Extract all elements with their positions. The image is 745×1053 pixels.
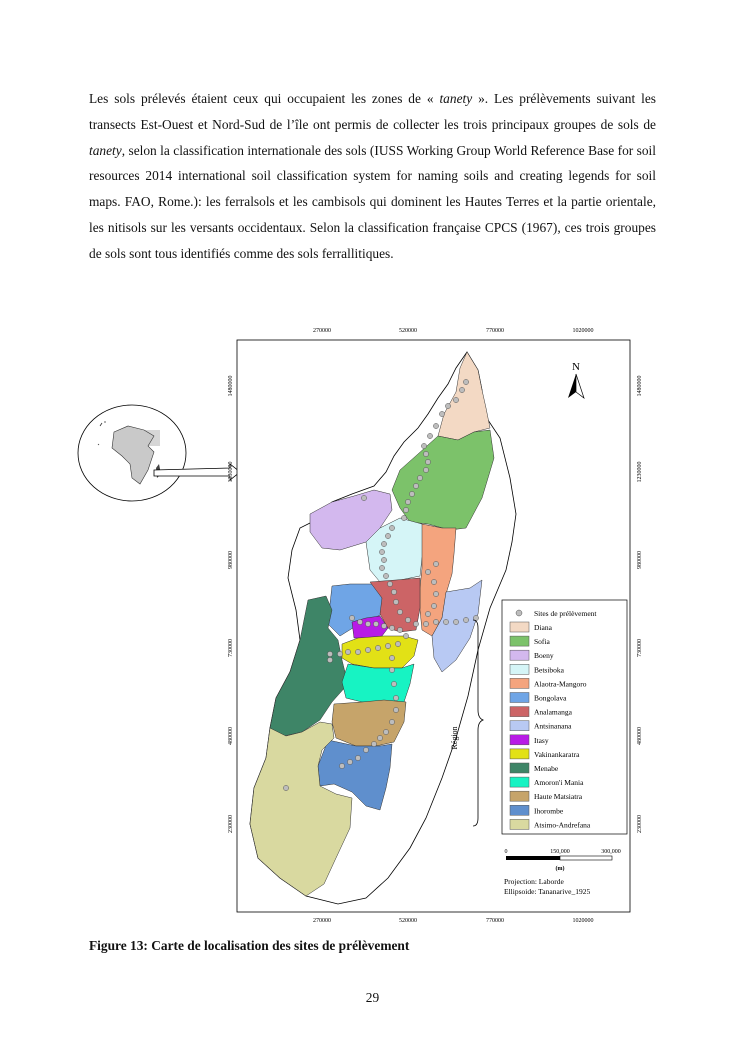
legend-swatch	[510, 777, 529, 787]
legend-label: Atsimo-Andrefana	[534, 820, 591, 830]
x-tick-bottom-4: 1020000	[572, 918, 594, 924]
legend-item	[510, 805, 564, 815]
y-tick-left-4: 730000	[228, 639, 234, 657]
region-vakinankaratra	[342, 636, 418, 668]
legend-item	[510, 693, 567, 703]
legend-swatch	[510, 721, 529, 731]
x-tick-bottom-2: 520000	[399, 918, 417, 924]
legend-label: Alaotra-Mangoro	[534, 679, 587, 689]
y-tick-left-6: 230000	[228, 815, 234, 833]
legend-label: Haute Matsiatra	[534, 792, 583, 802]
y-tick-right-2: 1230000	[637, 461, 643, 483]
legend-label: Ihorombe	[534, 806, 564, 816]
figure-caption: Figure 13: Carte de localisation des sites de prélèvement	[89, 938, 410, 953]
legend-swatch	[510, 678, 529, 688]
x-tick-top-4: 1020000	[572, 328, 594, 334]
legend-label: Menabe	[534, 764, 559, 773]
scale-label-1: 150,000	[550, 849, 570, 855]
y-ticks-left	[228, 376, 234, 834]
y-ticks-right	[637, 376, 643, 834]
scale-label-2: 300,000	[601, 849, 621, 855]
legend-swatch	[510, 707, 529, 717]
legend-label: Diana	[534, 623, 552, 632]
site-marker-icon	[516, 610, 522, 616]
legend-item	[510, 749, 580, 759]
body-paragraph: Les sols prélevés étaient ceux qui occupaient les zones de « tanety ». Les prélèvements suivant les transects Est-Ouest et Nord-Sud de l’île ont permis de collecter les trois principaux groupes de sols de tanety, selon la classification internationale des sols (IUSS Working Group World Reference Base for soil resources 2014 international soil classification system for naming soils and creating legends for soil maps. FAO, Rome.): les ferralsols et les cambisols qui dominent les Hautes Terres et la partie orientale, les nitisols sur les versants occidentaux. Selon la classification française CPCS (1967), ces trois groupes de sols sont tous identifiés comme des sols ferrallitiques.	[89, 91, 656, 261]
x-tick-top-1: 270000	[313, 328, 331, 334]
y-tick-right-4: 730000	[637, 639, 643, 657]
legend-swatch	[510, 763, 529, 773]
x-tick-bottom-3: 770000	[486, 918, 504, 924]
page-number: 29	[365, 990, 380, 1005]
north-label: N	[572, 361, 580, 373]
legend-title: Sites de prélèvement	[534, 609, 597, 618]
y-tick-right-6: 230000	[637, 815, 643, 833]
legend-label: Sofia	[534, 637, 550, 647]
legend-label: Vakinankaratra	[534, 749, 580, 759]
legend-label: Boeny	[534, 651, 554, 661]
y-tick-right-3: 980000	[637, 551, 643, 569]
y-tick-left-3: 980000	[228, 551, 234, 569]
y-tick-left-2: 1230000	[228, 461, 234, 483]
projection-text: Projection: Laborde	[504, 877, 564, 886]
legend-item	[510, 707, 573, 717]
legend-swatch	[510, 749, 529, 759]
legend	[502, 600, 627, 834]
scale-label-0: 0	[504, 849, 508, 855]
legend-swatch	[510, 819, 529, 829]
location-map-figure	[70, 318, 670, 924]
y-tick-right-5: 480000	[637, 727, 643, 745]
legend-swatch	[510, 622, 529, 632]
legend-label: Betsiboka	[534, 665, 564, 675]
legend-item	[510, 777, 584, 787]
ellipsoid-text: Ellipsoide: Tananarive_1925	[504, 887, 591, 896]
x-tick-top-2: 520000	[399, 328, 417, 334]
legend-swatch	[510, 805, 529, 815]
scale-unit: (m)	[555, 866, 565, 872]
legend-item	[510, 791, 583, 801]
legend-swatch	[510, 791, 529, 801]
legend-item	[510, 819, 591, 829]
y-tick-left-1: 1480000	[228, 375, 234, 397]
y-tick-right-1: 1480000	[637, 375, 643, 397]
africa-locator-inset	[78, 405, 240, 501]
legend-swatch	[510, 693, 529, 703]
legend-swatch	[510, 636, 529, 646]
legend-item	[510, 678, 587, 688]
y-tick-left-5: 480000	[228, 727, 234, 745]
legend-label: Amoron'i Mania	[534, 778, 584, 788]
legend-label: Itasy	[534, 735, 549, 745]
region-haute-matsiatra	[332, 700, 406, 746]
legend-item	[510, 721, 572, 731]
x-tick-top-3: 770000	[486, 328, 504, 334]
region-label: Région	[450, 726, 459, 750]
legend-label: Antsinanana	[534, 721, 572, 731]
legend-swatch	[510, 735, 529, 745]
legend-label: Bongolava	[534, 693, 567, 703]
legend-item	[510, 664, 565, 674]
legend-swatch	[510, 650, 529, 660]
legend-swatch	[510, 664, 529, 674]
legend-label: Analamanga	[534, 707, 572, 717]
region-amoroni-mania	[342, 664, 414, 702]
legend-item	[510, 763, 559, 773]
x-tick-bottom-1: 270000	[313, 918, 331, 924]
